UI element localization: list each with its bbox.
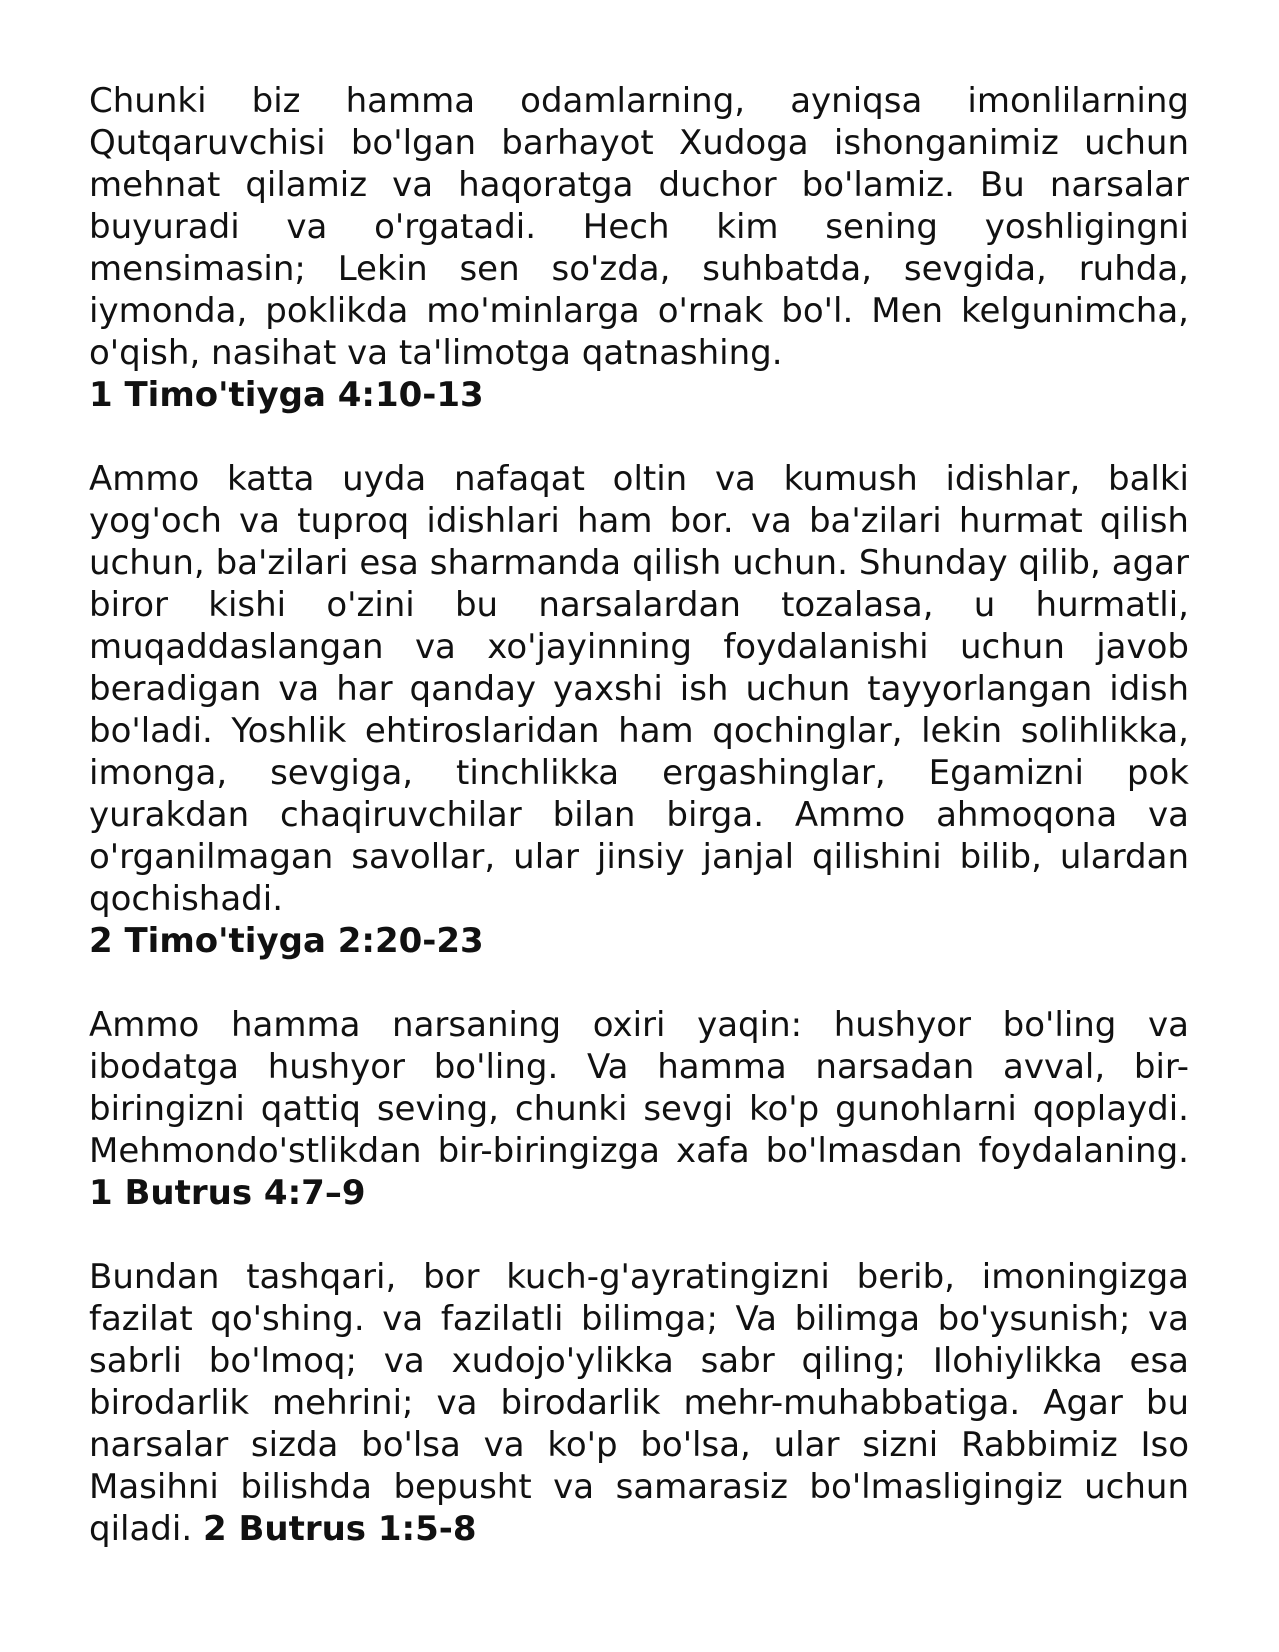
passage-2-text: Ammo katta uyda nafaqat oltin va kumush idishlar, balki yog'och va tuproq idishlari ham bor. va ba'zilari hurmat qilish uchun, ba'zilari esa sharmanda qilish uchun. Shunday qilib, agar biror kishi o'zini bu narsalardan tozalasa, u hurmatli, muqaddaslangan va xo'jayinning foydalanishi uchun javob beradigan va har qanday yaxshi ish uchun tayyorlangan idish bo'ladi. Yoshlik ehtiroslaridan ham qochinglar, lekin solihlikka, imonga, sevgiga, tinchlikka ergashinglar, Egamizni pok yurakdan chaqiruvchilar bilan birga. Ammo ahmoqona va o'rganilmagan savollar, ular jinsiy janjal qilishini bilib, ulardan qochishadi. — [89, 459, 1189, 919]
passage-3 — [89, 1004, 1189, 1214]
passage-1 — [89, 80, 1189, 416]
document-page — [89, 80, 1189, 1592]
passage-2-reference: 2 Timo'tiyga 2:20-23 — [89, 921, 484, 961]
passage-1-text: Chunki biz hamma odamlarning, ayniqsa imonlilarning Qutqaruvchisi bo'lgan barhayot Xudoga ishonganimiz uchun mehnat qilamiz va haqoratga duchor bo'lamiz. Bu narsalar buyuradi va o'rgatadi. Hech kim sening yoshligingni mensimasin; Lekin sen so'zda, suhbatda, sevgida, ruhda, iymonda, poklikda mo'minlarga o'rnak bo'l. Men kelgunimcha, o'qish, nasihat va ta'limotga qatnashing. — [89, 81, 1189, 373]
passage-4-reference: 2 Butrus 1:5-8 — [202, 1509, 477, 1549]
passage-3-reference: 1 Butrus 4:7–9 — [89, 1173, 366, 1213]
passage-1-reference: 1 Timo'tiyga 4:10-13 — [89, 375, 484, 415]
passage-4 — [89, 1256, 1189, 1550]
passage-3-text: Ammo hamma narsaning oxiri yaqin: hushyor bo'ling va ibodatga hushyor bo'ling. Va hamma narsadan avval, bir-biringizni qattiq seving, chunki sevgi ko'p gunohlarni qoplaydi. Mehmondo'stlikdan bir-biringizga xafa bo'lmasdan foydalaning. — [89, 1005, 1189, 1171]
passage-2 — [89, 458, 1189, 962]
passage-4-text: Bundan tashqari, bor kuch-g'ayratingizni berib, imoningizga fazilat qo'shing. va fazilatli bilimga; Va bilimga bo'ysunish; va sabrli bo'lmoq; va xudojo'ylikka sabr qiling; Ilohiylikka esa birodarlik mehrini; va birodarlik mehr-muhabbatiga. Agar bu narsalar sizda bo'lsa va ko'p bo'lsa, ular sizni Rabbimiz Iso Masihni bilishda bepusht va samarasiz bo'lmasligingiz uchun qiladi. — [89, 1257, 1189, 1549]
